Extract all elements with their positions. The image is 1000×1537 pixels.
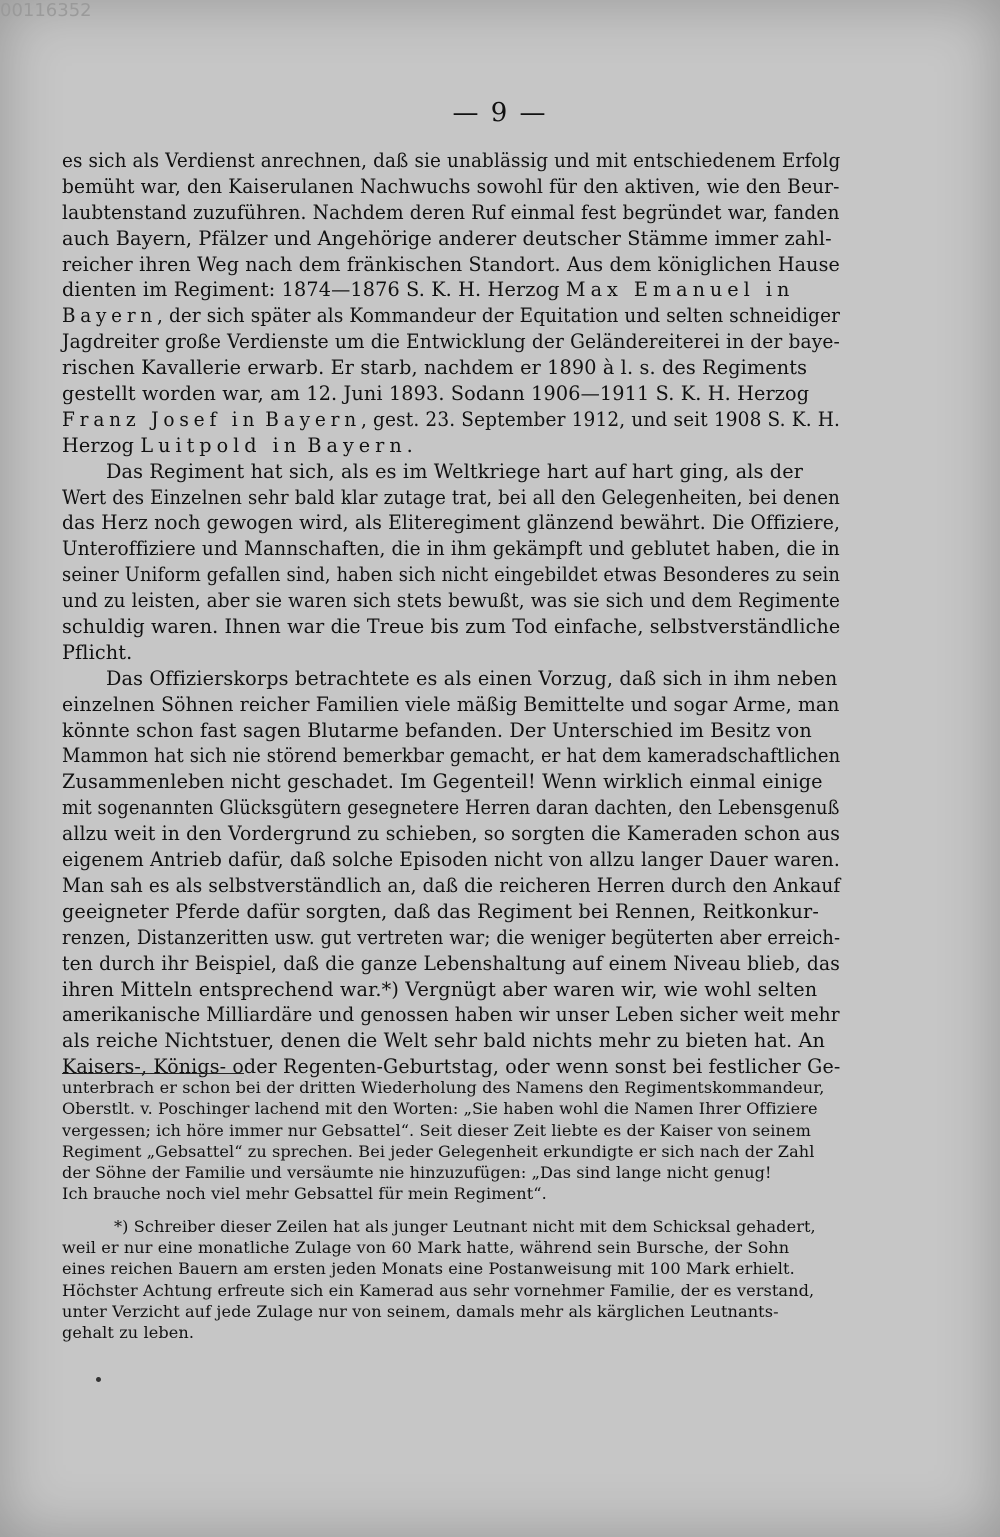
text-line: seiner Uniform gefallen sind, haben sich nicht eingebildet etwas Besonderes zu sein: [62, 563, 841, 587]
text-line: rischen Kavallerie erwarb. Er starb, nachdem er 1890 à l. s. des Regiments: [62, 356, 808, 380]
text-line: dienten im Regiment: 1874—1876 S. K. H. Herzog Max Emanuel in: [62, 278, 795, 302]
text-line: Kaisers-, Königs- oder Regenten-Geburtstag, oder wenn sonst bei festlicher Ge-: [62, 1055, 841, 1079]
footnote-line: *) Schreiber dieser Zeilen hat als junger Leutnant nicht mit dem Schicksal gehadert,: [114, 1216, 816, 1236]
text-line: amerikanische Milliardäre und genossen haben wir unser Leben sicher weit mehr: [62, 1003, 840, 1027]
footnote-line: eines reichen Bauern am ersten jeden Monats eine Postanweisung mit 100 Mark erhielt.: [62, 1259, 795, 1279]
text-line: Bayern, der sich später als Kommandeur der Equitation und selten schneidiger: [62, 304, 841, 328]
text-line: renzen, Distanzeritten usw. gut vertreten war; die weniger begüterten aber erreich-: [62, 925, 841, 949]
text-line: geeigneter Pferde dafür sorgten, daß das Regiment bei Rennen, Reitkonkur-: [62, 899, 819, 923]
text-line: und zu leisten, aber sie waren sich stets bewußt, was sie sich und dem Regimente: [62, 589, 840, 613]
text-line: bemüht war, den Kaiserulanen Nachwuchs sowohl für den aktiven, wie den Beur-: [62, 174, 840, 198]
text-line: Mammon hat sich nie störend bemerkbar gemacht, er hat dem kameradschaftlichen: [62, 744, 841, 768]
text-line: als reiche Nichtstuer, denen die Welt sehr bald nichts mehr zu bieten hat. An: [62, 1029, 825, 1053]
text-line: das Herz noch gewogen wird, als Eliteregiment glänzend bewährt. Die Offiziere,: [62, 511, 841, 535]
footnote-line: unterbrach er schon bei der dritten Wiederholung des Namens den Regimentskommandeur,: [62, 1078, 825, 1097]
footnotes: [62, 1077, 840, 1344]
footnote-line: gehalt zu leben.: [62, 1323, 195, 1343]
page-number: — 9 —: [452, 98, 548, 128]
text-line: könnte schon fast sagen Blutarme befanden. Der Unterschied im Besitz von: [62, 718, 812, 742]
text-line: mit sogenannten Glücksgütern gesegnetere Herren daran dachten, den Lebensgenuß: [62, 796, 840, 820]
footnote-line: Ich brauche noch viel mehr Gebsattel für mein Regiment“.: [62, 1184, 547, 1204]
footnote-line: unter Verzicht auf jede Zulage nur von seinem, damals mehr als kärglichen Leutnants-: [62, 1301, 779, 1321]
text-line: Wert des Einzelnen sehr bald klar zutage trat, bei all den Gelegenheiten, bei denen: [62, 485, 840, 509]
text-line: Das Offizierskorps betrachtete es als einen Vorzug, daß sich in ihm neben: [106, 666, 838, 690]
footnote-line: Regiment „Gebsattel“ zu sprechen. Bei jeder Gelegenheit erkundigte er sich nach der Zahl: [62, 1141, 815, 1161]
text-line: gestellt worden war, am 12. Juni 1893. Sodann 1906—1911 S. K. H. Herzog: [62, 382, 810, 406]
footnote-separator: [62, 1073, 244, 1074]
text-line: Unteroffiziere und Mannschaften, die in ihm gekämpft und geblutet haben, die in: [62, 537, 840, 561]
text-line: ihren Mitteln entsprechend war.*) Vergnügt aber waren wir, wie wohl selten: [62, 977, 818, 1001]
footnote-line: Höchster Achtung erfreute sich ein Kamerad aus sehr vornehmer Familie, der es verstand,: [62, 1280, 815, 1300]
footnote-line: Oberstlt. v. Poschinger lachend mit den Worten: „Sie haben wohl die Namen Ihrer Offiziere: [62, 1099, 818, 1119]
footnote-line: vergessen; ich höre immer nur Gebsattel“. Seit dieser Zeit liebte es der Kaiser von seinem: [62, 1120, 811, 1140]
text-line: Franz Josef in Bayern, gest. 23. September 1912, und seit 1908 S. K. H.: [62, 407, 841, 431]
text-line: laubtenstand zuzuführen. Nachdem deren Ruf einmal fest begründet war, fanden: [62, 200, 840, 224]
text-line: Jagdreiter große Verdienste um die Entwicklung der Geländereiterei in der baye-: [62, 330, 840, 354]
text-line: es sich als Verdienst anrechnen, daß sie unablässig und mit entschiedenem Erfolg: [62, 149, 841, 172]
text-line: reicher ihren Weg nach dem fränkischen Standort. Aus dem königlichen Hause: [62, 252, 840, 276]
archive-id: 00116352: [0, 0, 92, 21]
text-line: Herzog Luitpold in Bayern.: [62, 433, 413, 457]
text-line: Man sah es als selbstverständlich an, daß die reicheren Herren durch den Ankauf: [62, 873, 841, 897]
text-line: auch Bayern, Pfälzer und Angehörige anderer deutscher Stämme immer zahl-: [62, 226, 832, 250]
text-line: schuldig waren. Ihnen war die Treue bis zum Tod einfache, selbstverständliche: [62, 615, 841, 639]
text-line: ten durch ihr Beispiel, daß die ganze Lebenshaltung auf einem Niveau blieb, das: [62, 951, 841, 975]
text-line: Das Regiment hat sich, als es im Weltkriege hart auf hart ging, als der: [106, 459, 804, 483]
text-line: eigenem Antrieb dafür, daß solche Episoden nicht von allzu langer Dauer waren.: [62, 848, 840, 872]
text-line: einzelnen Söhnen reicher Familien viele mäßig Bemittelte und sogar Arme, man: [62, 692, 840, 716]
footnote-line: weil er nur eine monatliche Zulage von 60 Mark hatte, während sein Bursche, der Sohn: [62, 1238, 790, 1258]
print-speck: [96, 1377, 101, 1382]
footnote-line: der Söhne der Familie und versäumte nie hinzuzufügen: „Das sind lange nicht genug!: [62, 1163, 772, 1183]
body-text: [62, 148, 840, 1080]
footnote-gap: [62, 1205, 840, 1216]
text-line: allzu weit in den Vordergrund zu schieben, so sorgten die Kameraden schon aus: [62, 822, 841, 846]
text-line: Zusammenleben nicht geschadet. Im Gegenteil! Wenn wirklich einmal einige: [62, 770, 823, 794]
text-line: Pflicht.: [62, 640, 133, 664]
